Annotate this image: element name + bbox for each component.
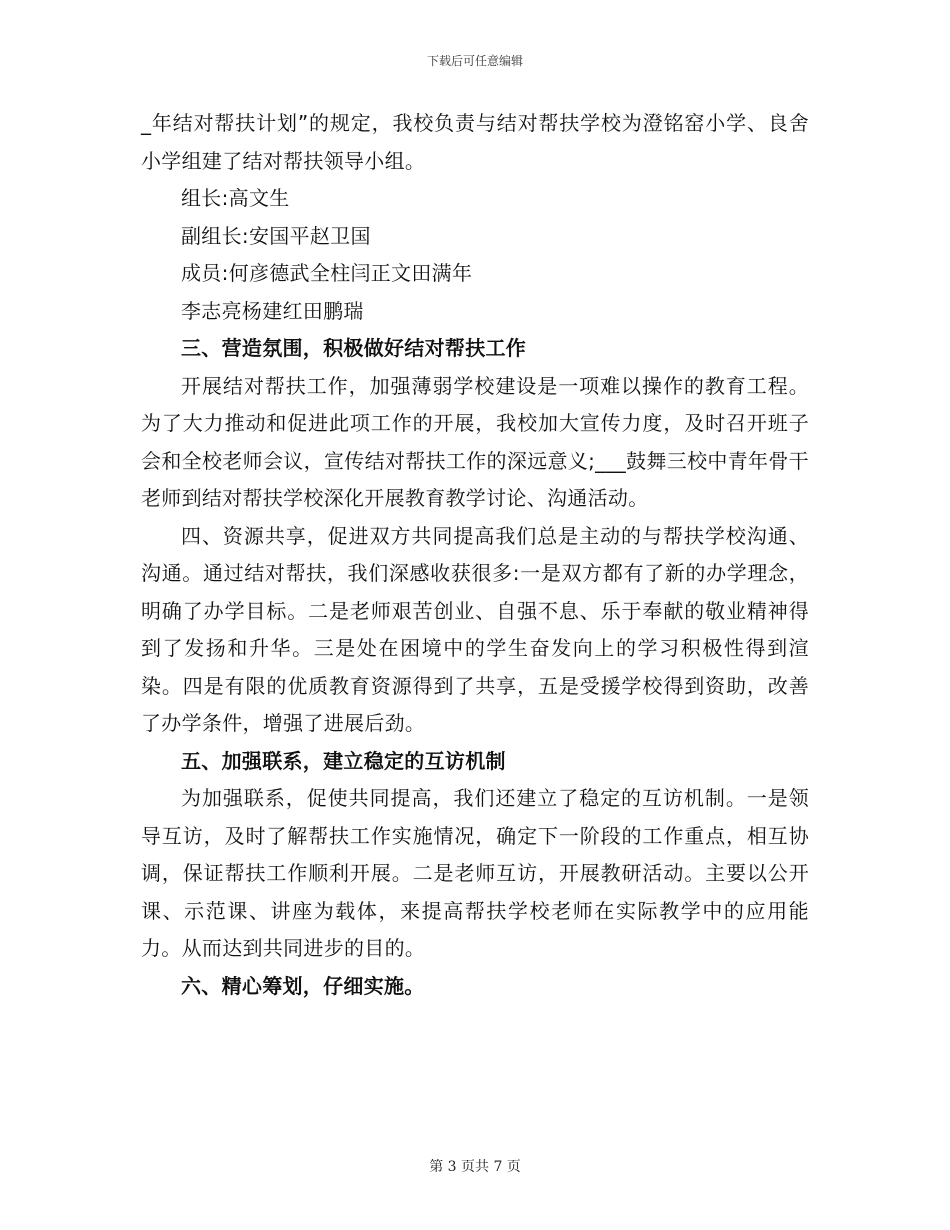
paragraph-section-3: 开展结对帮扶工作，加强薄弱学校建设是一项难以操作的教育工程。为了大力推动和促进此项工作的开展，我校加大宣传力度，及时召开班子会和全校老师会议，宣传结对帮扶工作的深远意义;___鼓舞三校中青年骨干老师到结对帮扶学校深化开展教育教学讨论、沟通活动。	[141, 373, 809, 510]
paragraph-group-leader: 组长:高文生	[181, 186, 290, 210]
paragraph-section-5: 为加强联系，促使共同提高，我们还建立了稳定的互访机制。一是领导互访，及时了解帮扶工作实施情况，确定下一阶段的工作重点，相互协调，保证帮扶工作顺利开展。二是老师互访，开展教研活动。主要以公开课、示范课、讲座为载体，来提高帮扶学校老师在实际教学中的应用能力。从而达到共同进步的目的。	[141, 786, 809, 960]
section-heading-5: 五、加强联系，建立稳定的互访机制	[181, 748, 506, 773]
section-heading-3: 三、营造氛围，积极做好结对帮扶工作	[181, 336, 527, 360]
section-heading-6: 六、精心筹划，仔细实施。	[181, 973, 425, 998]
document-body	[141, 105, 809, 1005]
paragraph-deputy-leader: 副组长:安国平赵卫国	[181, 223, 371, 248]
paragraph-members-continued: 李志亮杨建红田鹏瑞	[181, 298, 364, 323]
page-footer: 第 3 页共 7 页	[429, 1159, 521, 1175]
paragraph-section-4: 四、资源共享，促进双方共同提高我们总是主动的与帮扶学校沟通、沟通。通过结对帮扶，我们深感收获很多:一是双方都有了新的办学理念，明确了办学目标。二是老师艰苦创业、自强不息、乐于奉献的敬业精神得到了发扬和升华。三是处在困境中的学生奋发向上的学习积极性得到渲染。四是有限的优质教育资源得到了共享，五是受援学校得到资助，改善了办学条件，增强了进展后劲。	[141, 523, 809, 735]
paragraph-members: 成员:何彦德武全柱闫正文田满年	[181, 261, 473, 285]
page-header: 下载后可任意编辑	[426, 54, 523, 68]
paragraph-plan-continuation: _年结对帮扶计划”的规定，我校负责与结对帮扶学校为澄铭窑小学、良舍小学组建了结对帮扶领导小组。	[141, 111, 809, 173]
